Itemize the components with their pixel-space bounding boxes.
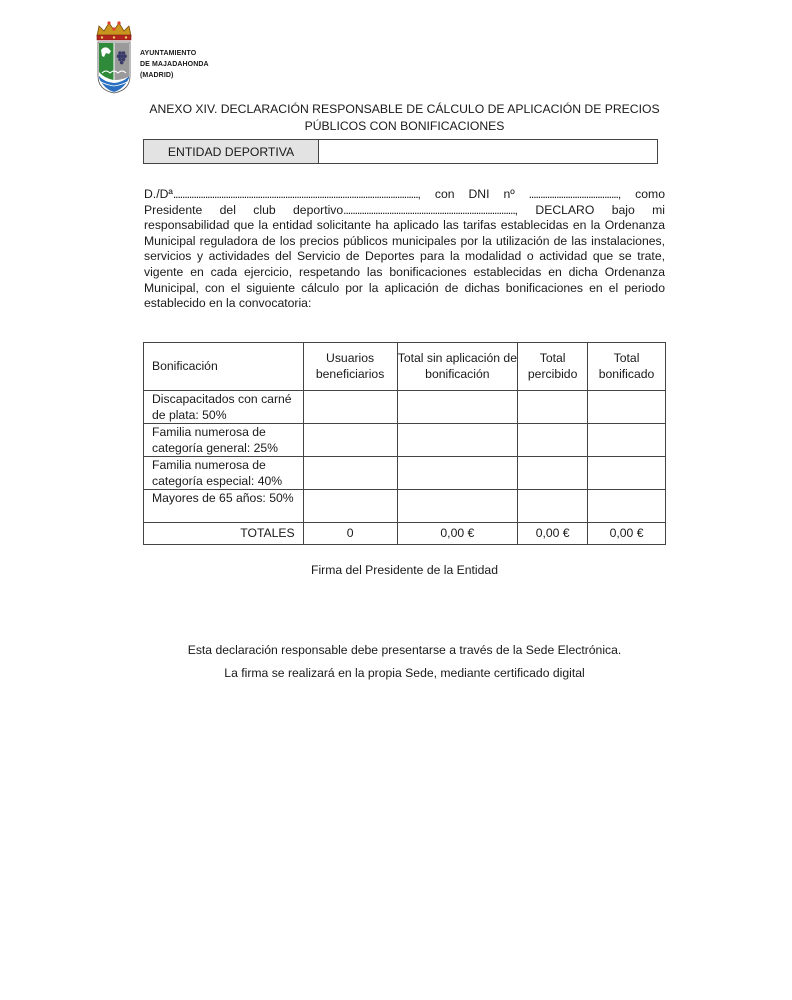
total-sin-cell[interactable] xyxy=(397,457,518,490)
column-header-total-sin: Total sin aplicación de bonificación xyxy=(397,343,518,391)
row-label: Discapacitados con carné de plata: 50% xyxy=(144,391,304,424)
org-line: (MADRID) xyxy=(140,72,174,79)
table-row xyxy=(144,391,666,424)
club-name-field[interactable]: ........................................................................... xyxy=(343,202,515,217)
footer-note-1: Esta declaración responsable debe presentarse a través de la Sede Electrónica. xyxy=(187,643,622,657)
declaration-paragraph xyxy=(144,187,665,312)
total-sin-cell[interactable] xyxy=(397,424,518,457)
bonificado-cell[interactable] xyxy=(588,490,666,523)
declaration-body: , DECLARO bajo mi responsabilidad que la entidad solicitante ha aplicado las tarifas establecidas en la Ordenanza Municipal reguladora de los precios públicos municipales por la utilización de las instalaciones, servicios y actividades del Servicio de Deportes para la modalidad o actividad que se trate, vigente en cada ejercicio, respetando las bonificaciones establecidas en dicha Ordenanza Municipal, con el siguiente cálculo por la aplicación de dichas bonificaciones en el periodo establecido en la convocatoria: xyxy=(144,202,665,311)
row-label: Mayores de 65 años: 50% xyxy=(144,490,304,523)
totals-users: 0 xyxy=(303,523,397,545)
percibido-cell[interactable] xyxy=(518,391,588,424)
comma: , xyxy=(617,187,622,201)
organization-name xyxy=(140,48,209,81)
dni-field[interactable]: ....................................... xyxy=(528,187,618,201)
totals-bonificado: 0,00 € xyxy=(588,523,666,545)
title-line-2: PÚBLICOS CON BONIFICACIONES xyxy=(304,119,505,133)
percibido-cell[interactable] xyxy=(518,424,588,457)
column-header-usuarios: Usuarios beneficiarios xyxy=(303,343,397,391)
entity-input-field[interactable] xyxy=(319,140,658,164)
org-line: DE MAJADAHONDA xyxy=(140,61,209,68)
municipal-coat-of-arms xyxy=(94,20,134,94)
footer-note-2: La firma se realizará en la propia Sede, mediante certificado digital xyxy=(224,666,585,680)
users-cell[interactable] xyxy=(303,490,397,523)
total-sin-cell[interactable] xyxy=(397,391,518,424)
column-header-bonificado: Total bonificado xyxy=(588,343,666,391)
table-row xyxy=(144,424,666,457)
bonification-table xyxy=(143,342,666,545)
title-line-1: ANEXO XIV. DECLARACIÓN RESPONSABLE DE CÁLCULO DE APLICACIÓN DE PRECIOS xyxy=(149,102,660,116)
totals-label: TOTALES xyxy=(144,523,304,545)
declarant-name-field[interactable]: ........................................................................................................... xyxy=(172,187,418,201)
percibido-cell[interactable] xyxy=(518,457,588,490)
users-cell[interactable] xyxy=(303,424,397,457)
users-cell[interactable] xyxy=(303,391,397,424)
totals-percibido: 0,00 € xyxy=(518,523,588,545)
column-header-percibido: Total percibido xyxy=(518,343,588,391)
users-cell[interactable] xyxy=(303,457,397,490)
entity-table xyxy=(143,139,658,164)
percibido-cell[interactable] xyxy=(518,490,588,523)
column-header-bonificacion: Bonificación xyxy=(144,343,304,391)
totals-total-sin: 0,00 € xyxy=(397,523,518,545)
table-row xyxy=(144,490,666,523)
bonificado-cell[interactable] xyxy=(588,457,666,490)
signature-label: Firma del Presidente de la Entidad xyxy=(311,563,498,577)
org-line: AYUNTAMIENTO xyxy=(140,50,197,57)
dni-label: , con DNI nº xyxy=(417,187,529,201)
entity-label: ENTIDAD DEPORTIVA xyxy=(144,140,319,164)
bonificado-cell[interactable] xyxy=(588,391,666,424)
bonificado-cell[interactable] xyxy=(588,424,666,457)
row-label: Familia numerosa de categoría especial: 40% xyxy=(144,457,304,490)
document-title xyxy=(144,101,665,135)
club-text: como Presidente del club deportivo xyxy=(144,187,665,217)
table-row xyxy=(144,457,666,490)
row-label: Familia numerosa de categoría general: 25% xyxy=(144,424,304,457)
table-header-row xyxy=(144,343,666,391)
totals-row xyxy=(144,523,666,545)
total-sin-cell[interactable] xyxy=(397,490,518,523)
declarant-prefix: D./Dª xyxy=(144,187,173,201)
